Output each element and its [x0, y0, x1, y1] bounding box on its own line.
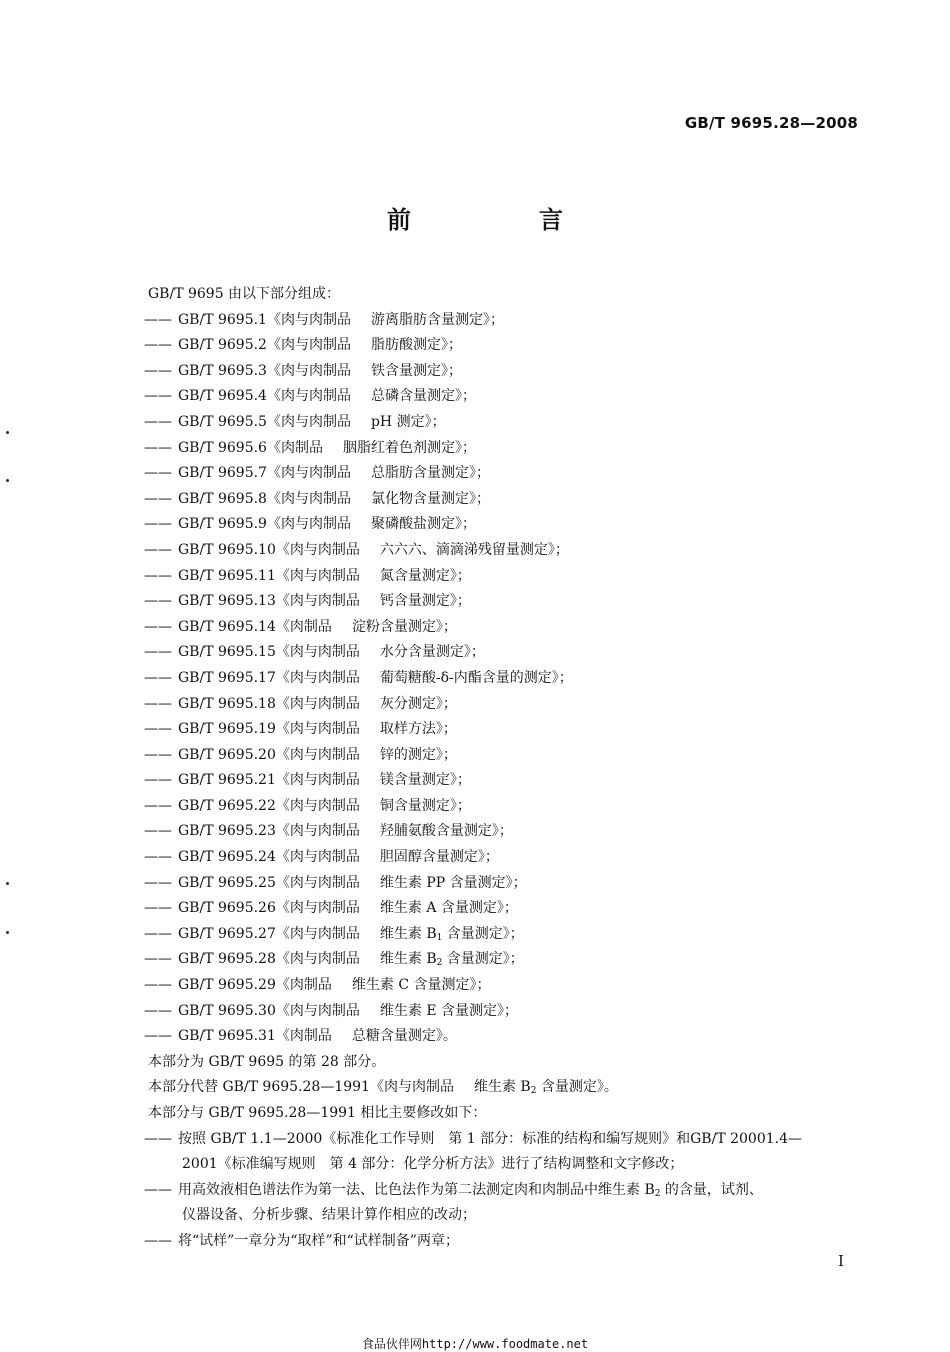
part-code: GB/T 9695.14 — [178, 618, 276, 635]
part-list-item — [144, 717, 868, 743]
part-code: GB/T 9695.13 — [178, 593, 276, 610]
part-subject: 六六六、滴滴涕残留量测定》； — [379, 541, 569, 558]
part-code: GB/T 9695.9 — [178, 516, 267, 533]
part-code: GB/T 9695.1 — [178, 311, 267, 328]
part-list-item — [144, 384, 868, 410]
part-product: 《肉与肉制品 — [266, 337, 351, 354]
part-code: GB/T 9695.26 — [178, 900, 276, 917]
part-list-item — [144, 538, 868, 564]
foreword-body — [144, 282, 868, 1255]
change-subscript: 2 — [654, 1188, 661, 1199]
dash: —— — [144, 644, 172, 661]
part-product: 《肉与肉制品 — [275, 900, 360, 917]
part-subject: 取样方法》； — [379, 721, 457, 738]
part-product: 《肉与肉制品 — [275, 797, 360, 814]
dash: —— — [144, 337, 172, 354]
part-list-item — [144, 589, 868, 615]
part-product: 《肉与肉制品 — [275, 644, 360, 661]
dash: —— — [144, 746, 172, 763]
dash: —— — [144, 1232, 172, 1249]
part-subject: 氮含量测定》； — [379, 567, 471, 584]
footer-watermark: 食品伙伴网http://www.foodmate.net — [361, 1337, 589, 1351]
replacement-statement — [148, 1075, 868, 1101]
part-subject: 胆固醇含量测定》； — [379, 849, 499, 866]
part-list-item — [144, 692, 868, 718]
part-product: 《肉与肉制品 — [266, 490, 351, 507]
part-product: 《肉与肉制品 — [275, 541, 360, 558]
part-code: GB/T 9695.19 — [178, 721, 276, 738]
part-code: GB/T 9695.7 — [178, 465, 267, 482]
part-code: GB/T 9695.28 — [178, 951, 276, 968]
part-list-item — [144, 743, 868, 769]
dash: —— — [144, 593, 172, 610]
part-subject: 羟脯氨酸含量测定》； — [379, 823, 513, 840]
margin-mark — [6, 479, 9, 482]
part-product: 《肉与肉制品 — [266, 413, 351, 430]
part-product: 《肉制品 — [275, 1028, 332, 1045]
part-list-item — [144, 487, 868, 513]
replacement-subject: 维生素 B — [473, 1079, 531, 1096]
part-code: GB/T 9695.17 — [178, 669, 276, 686]
dash: —— — [144, 823, 172, 840]
change-text: 按照 GB/T 1.1—2000《标准化工作导则 第 1 部分：标准的结构和编写规则》和GB/T 20001.4— — [178, 1130, 802, 1147]
part-list-item — [144, 615, 868, 641]
replacement-subscript: 2 — [530, 1086, 537, 1097]
part-product: 《肉与肉制品 — [266, 362, 351, 379]
part-product: 《肉与肉制品 — [275, 593, 360, 610]
part-code: GB/T 9695.18 — [178, 695, 276, 712]
part-subject: 铜含量测定》； — [379, 797, 471, 814]
change-item — [144, 1178, 868, 1204]
part-subject: 总磷含量测定》； — [370, 388, 476, 405]
part-list-item — [144, 768, 868, 794]
part-list-item — [144, 666, 868, 692]
part-subject: 葡萄糖酸-δ-内酯含量的测定》； — [379, 669, 573, 686]
parts-list — [144, 308, 868, 1050]
page-number: I — [838, 1252, 844, 1270]
dash: —— — [144, 1002, 172, 1019]
part-code: GB/T 9695.23 — [178, 823, 276, 840]
part-code: GB/T 9695.10 — [178, 541, 276, 558]
change-item-continued: 仪器设备、分析步骤、结果计算作相应的改动； — [182, 1207, 476, 1224]
part-list-item — [144, 436, 868, 462]
part-product: 《肉制品 — [266, 439, 323, 456]
part-code: GB/T 9695.3 — [178, 362, 267, 379]
part-subject: 总脂肪含量测定》； — [370, 465, 490, 482]
part-subject: 水分含量测定》； — [379, 644, 485, 661]
part-list-item — [144, 871, 868, 897]
changes-intro: 本部分与 GB/T 9695.28—1991 相比主要修改如下： — [148, 1105, 487, 1121]
part-product: 《肉与肉制品 — [275, 746, 360, 763]
page-title: 前 言 — [387, 206, 615, 234]
change-text: 将“试样”一章分为“取样”和“试样制备”两章； — [178, 1232, 459, 1249]
margin-mark — [6, 882, 9, 885]
dash: —— — [144, 951, 172, 968]
part-product: 《肉与肉制品 — [266, 516, 351, 533]
dash: —— — [144, 439, 172, 456]
change-item — [144, 1229, 868, 1255]
part-list-item — [144, 564, 868, 590]
part-list-item — [144, 973, 868, 999]
part-list-item — [144, 461, 868, 487]
part-list-item — [144, 947, 868, 973]
part-code: GB/T 9695.31 — [178, 1028, 276, 1045]
part-list-item — [144, 359, 868, 385]
part-subject: 维生素 C 含量测定》； — [351, 977, 491, 994]
part-code: GB/T 9695.22 — [178, 797, 276, 814]
part-subject: 维生素 PP 含量测定》； — [379, 874, 527, 891]
part-product: 《肉制品 — [275, 977, 332, 994]
part-subscript: 2 — [436, 958, 443, 969]
part-subject-after: 含量测定》； — [442, 925, 524, 942]
part-subject-after: 含量测定》； — [442, 951, 524, 968]
part-product: 《肉与肉制品 — [275, 874, 360, 891]
dash: —— — [144, 618, 172, 635]
part-statement: 本部分为 GB/T 9695 的第 28 部分。 — [148, 1053, 386, 1070]
part-code: GB/T 9695.20 — [178, 746, 276, 763]
part-product: 《肉与肉制品 — [275, 721, 360, 738]
part-subject: 锌的测定》； — [379, 746, 457, 763]
dash: —— — [144, 465, 172, 482]
part-product: 《肉制品 — [275, 618, 332, 635]
change-text: 用高效液相色谱法作为第一法、比色法作为第二法测定肉和肉制品中维生素 B — [178, 1181, 655, 1198]
part-subject: 灰分测定》； — [379, 695, 457, 712]
dash: —— — [144, 1181, 172, 1198]
part-subscript: 1 — [436, 932, 443, 943]
part-subject: 总糖含量测定》。 — [351, 1028, 457, 1045]
replacement-after: 含量测定》。 — [536, 1079, 618, 1096]
part-subject: 维生素 A 含量测定》； — [379, 900, 518, 917]
part-code: GB/T 9695.5 — [178, 413, 267, 430]
part-subject: 脂肪酸测定》； — [370, 337, 462, 354]
part-product: 《肉与肉制品 — [275, 849, 360, 866]
dash: —— — [144, 669, 172, 686]
part-list-item — [144, 333, 868, 359]
margin-mark — [6, 431, 9, 434]
part-code: GB/T 9695.15 — [178, 644, 276, 661]
part-list-item — [144, 922, 868, 948]
part-subject: 氯化物含量测定》； — [370, 490, 490, 507]
part-product: 《肉与肉制品 — [275, 1002, 360, 1019]
dash: —— — [144, 721, 172, 738]
part-subject: 铁含量测定》； — [370, 362, 462, 379]
part-code: GB/T 9695.4 — [178, 388, 267, 405]
part-code: GB/T 9695.21 — [178, 772, 276, 789]
dash: —— — [144, 567, 172, 584]
dash: —— — [144, 490, 172, 507]
part-list-item — [144, 308, 868, 334]
part-subject: 游离脂肪含量测定》； — [370, 311, 504, 328]
part-code: GB/T 9695.24 — [178, 849, 276, 866]
part-product: 《肉与肉制品 — [275, 823, 360, 840]
part-code: GB/T 9695.11 — [178, 567, 276, 584]
part-subject: 聚磷酸盐测定》； — [370, 516, 476, 533]
dash: —— — [144, 797, 172, 814]
dash: —— — [144, 900, 172, 917]
dash: —— — [144, 516, 172, 533]
part-subject: pH 测定》； — [370, 413, 446, 430]
part-subject: 胭脂红着色剂测定》； — [342, 439, 476, 456]
part-list-item — [144, 794, 868, 820]
part-list-item — [144, 999, 868, 1025]
part-list-item — [144, 819, 868, 845]
part-list-item — [144, 845, 868, 871]
part-code: GB/T 9695.2 — [178, 337, 267, 354]
part-product: 《肉与肉制品 — [275, 669, 360, 686]
intro-line: GB/T 9695 由以下部分组成： — [148, 286, 341, 302]
change-item-continued: 2001《标准编写规则 第 4 部分：化学分析方法》进行了结构调整和文字修改； — [182, 1156, 684, 1173]
part-product: 《肉与肉制品 — [275, 951, 360, 968]
part-subject: 维生素 E 含量测定》； — [379, 1002, 518, 1019]
dash: —— — [144, 695, 172, 712]
part-code: GB/T 9695.8 — [178, 490, 267, 507]
part-subject: 钙含量测定》； — [379, 593, 471, 610]
part-list-item — [144, 640, 868, 666]
part-product: 《肉与肉制品 — [266, 465, 351, 482]
part-subject: 维生素 B — [379, 951, 437, 968]
part-product: 《肉与肉制品 — [275, 567, 360, 584]
dash: —— — [144, 1130, 172, 1147]
part-subject: 镁含量测定》； — [379, 772, 471, 789]
dash: —— — [144, 977, 172, 994]
dash: —— — [144, 874, 172, 891]
dash: —— — [144, 849, 172, 866]
standard-number: GB/T 9695.28—2008 — [684, 114, 858, 132]
dash: —— — [144, 388, 172, 405]
dash: —— — [144, 311, 172, 328]
part-product: 《肉与肉制品 — [275, 925, 360, 942]
dash: —— — [144, 362, 172, 379]
part-list-item — [144, 896, 868, 922]
part-code: GB/T 9695.30 — [178, 1002, 276, 1019]
dash: —— — [144, 413, 172, 430]
part-list-item — [144, 512, 868, 538]
part-product: 《肉与肉制品 — [266, 311, 351, 328]
part-subject: 维生素 B — [379, 925, 437, 942]
change-text-after: 的含量，试剂、 — [660, 1181, 763, 1198]
replacement-before: 本部分代替 GB/T 9695.28—1991《肉与肉制品 — [148, 1079, 454, 1096]
dash: —— — [144, 772, 172, 789]
part-subject: 淀粉含量测定》； — [351, 618, 457, 635]
part-code: GB/T 9695.25 — [178, 874, 276, 891]
dash: —— — [144, 925, 172, 942]
dash: —— — [144, 1028, 172, 1045]
part-product: 《肉与肉制品 — [275, 772, 360, 789]
part-list-item — [144, 1024, 868, 1050]
part-product: 《肉与肉制品 — [266, 388, 351, 405]
part-code: GB/T 9695.29 — [178, 977, 276, 994]
margin-mark — [6, 931, 9, 934]
part-product: 《肉与肉制品 — [275, 695, 360, 712]
part-code: GB/T 9695.6 — [178, 439, 267, 456]
part-list-item — [144, 410, 868, 436]
change-item — [144, 1127, 868, 1153]
dash: —— — [144, 541, 172, 558]
part-code: GB/T 9695.27 — [178, 925, 276, 942]
